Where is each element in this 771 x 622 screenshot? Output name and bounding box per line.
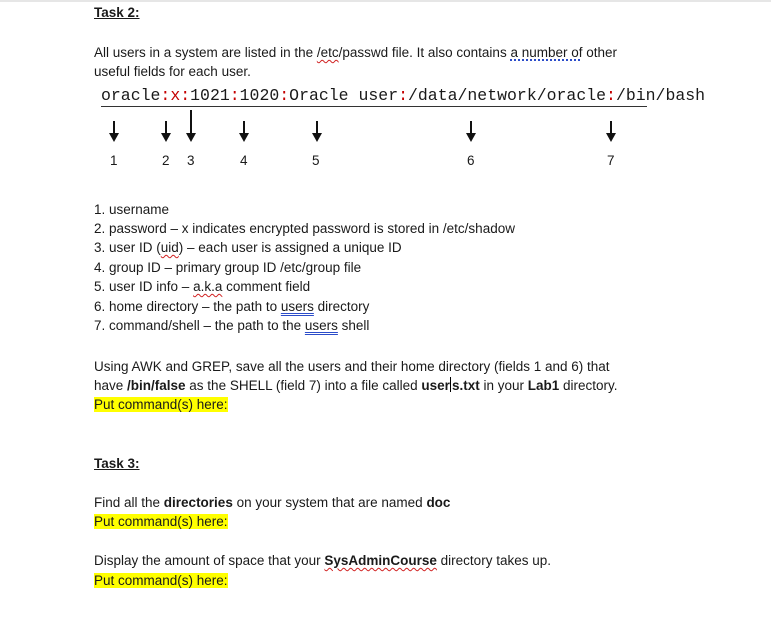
- task2-answer-prompt[interactable]: Put command(s) here:: [94, 397, 228, 412]
- passwd-entry-underline: [101, 106, 647, 107]
- task2-heading: Task 2:: [94, 5, 140, 20]
- field-number-3: 3: [187, 153, 195, 168]
- task3-answer-prompt-1[interactable]: Put command(s) here:: [94, 514, 228, 529]
- field-desc-4: 4. group ID – primary group ID /etc/group file: [94, 260, 362, 275]
- field-desc-7: 7. command/shell – the path to the users shell: [94, 318, 370, 333]
- task2-instruction-line1: Using AWK and GREP, save all the users and their home directory (fields 1 and 6) that: [94, 359, 610, 374]
- field-number-5: 5: [312, 153, 320, 168]
- field-number-4: 4: [240, 153, 248, 168]
- field-7-arrow-icon: [610, 121, 612, 134]
- field-6-arrow-icon: [470, 121, 472, 134]
- page-top-border: [0, 0, 771, 2]
- field-desc-5: 5. user ID info – a.k.a comment field: [94, 279, 311, 294]
- passwd-entry-example: oracle:x:1021:1020:Oracle user:/data/network/oracle:/bin/bash: [101, 86, 706, 105]
- field-2-arrow-icon: [165, 121, 167, 134]
- field-desc-2: 2. password – x indicates encrypted password is stored in /etc/shadow: [94, 221, 515, 236]
- field-desc-1: 1. username: [94, 202, 170, 217]
- task3-find-instruction: Find all the directories on your system that are named doc: [94, 495, 451, 510]
- field-number-2: 2: [162, 153, 170, 168]
- field-number-1: 1: [110, 153, 118, 168]
- task3-answer-prompt-2[interactable]: Put command(s) here:: [94, 573, 228, 588]
- field-3-arrow-icon: [190, 110, 192, 134]
- field-desc-3: 3. user ID (uid) – each user is assigned a unique ID: [94, 240, 402, 255]
- task3-heading: Task 3:: [94, 456, 140, 471]
- task2-intro-line2: useful fields for each user.: [94, 64, 251, 79]
- task2-intro-line1: All users in a system are listed in the /etc/passwd file. It also contains a number of other: [94, 45, 618, 60]
- task3-display-instruction: Display the amount of space that your SysAdminCourse directory takes up.: [94, 553, 551, 568]
- task2-instruction-line2: have /bin/false as the SHELL (field 7) into a file called user s.txt in your Lab1 directory.: [94, 378, 618, 393]
- field-5-arrow-icon: [316, 121, 318, 134]
- field-4-arrow-icon: [243, 121, 245, 134]
- field-number-7: 7: [607, 153, 615, 168]
- field-number-6: 6: [467, 153, 475, 168]
- field-desc-6: 6. home directory – the path to users directory: [94, 299, 370, 314]
- field-1-arrow-icon: [113, 121, 115, 134]
